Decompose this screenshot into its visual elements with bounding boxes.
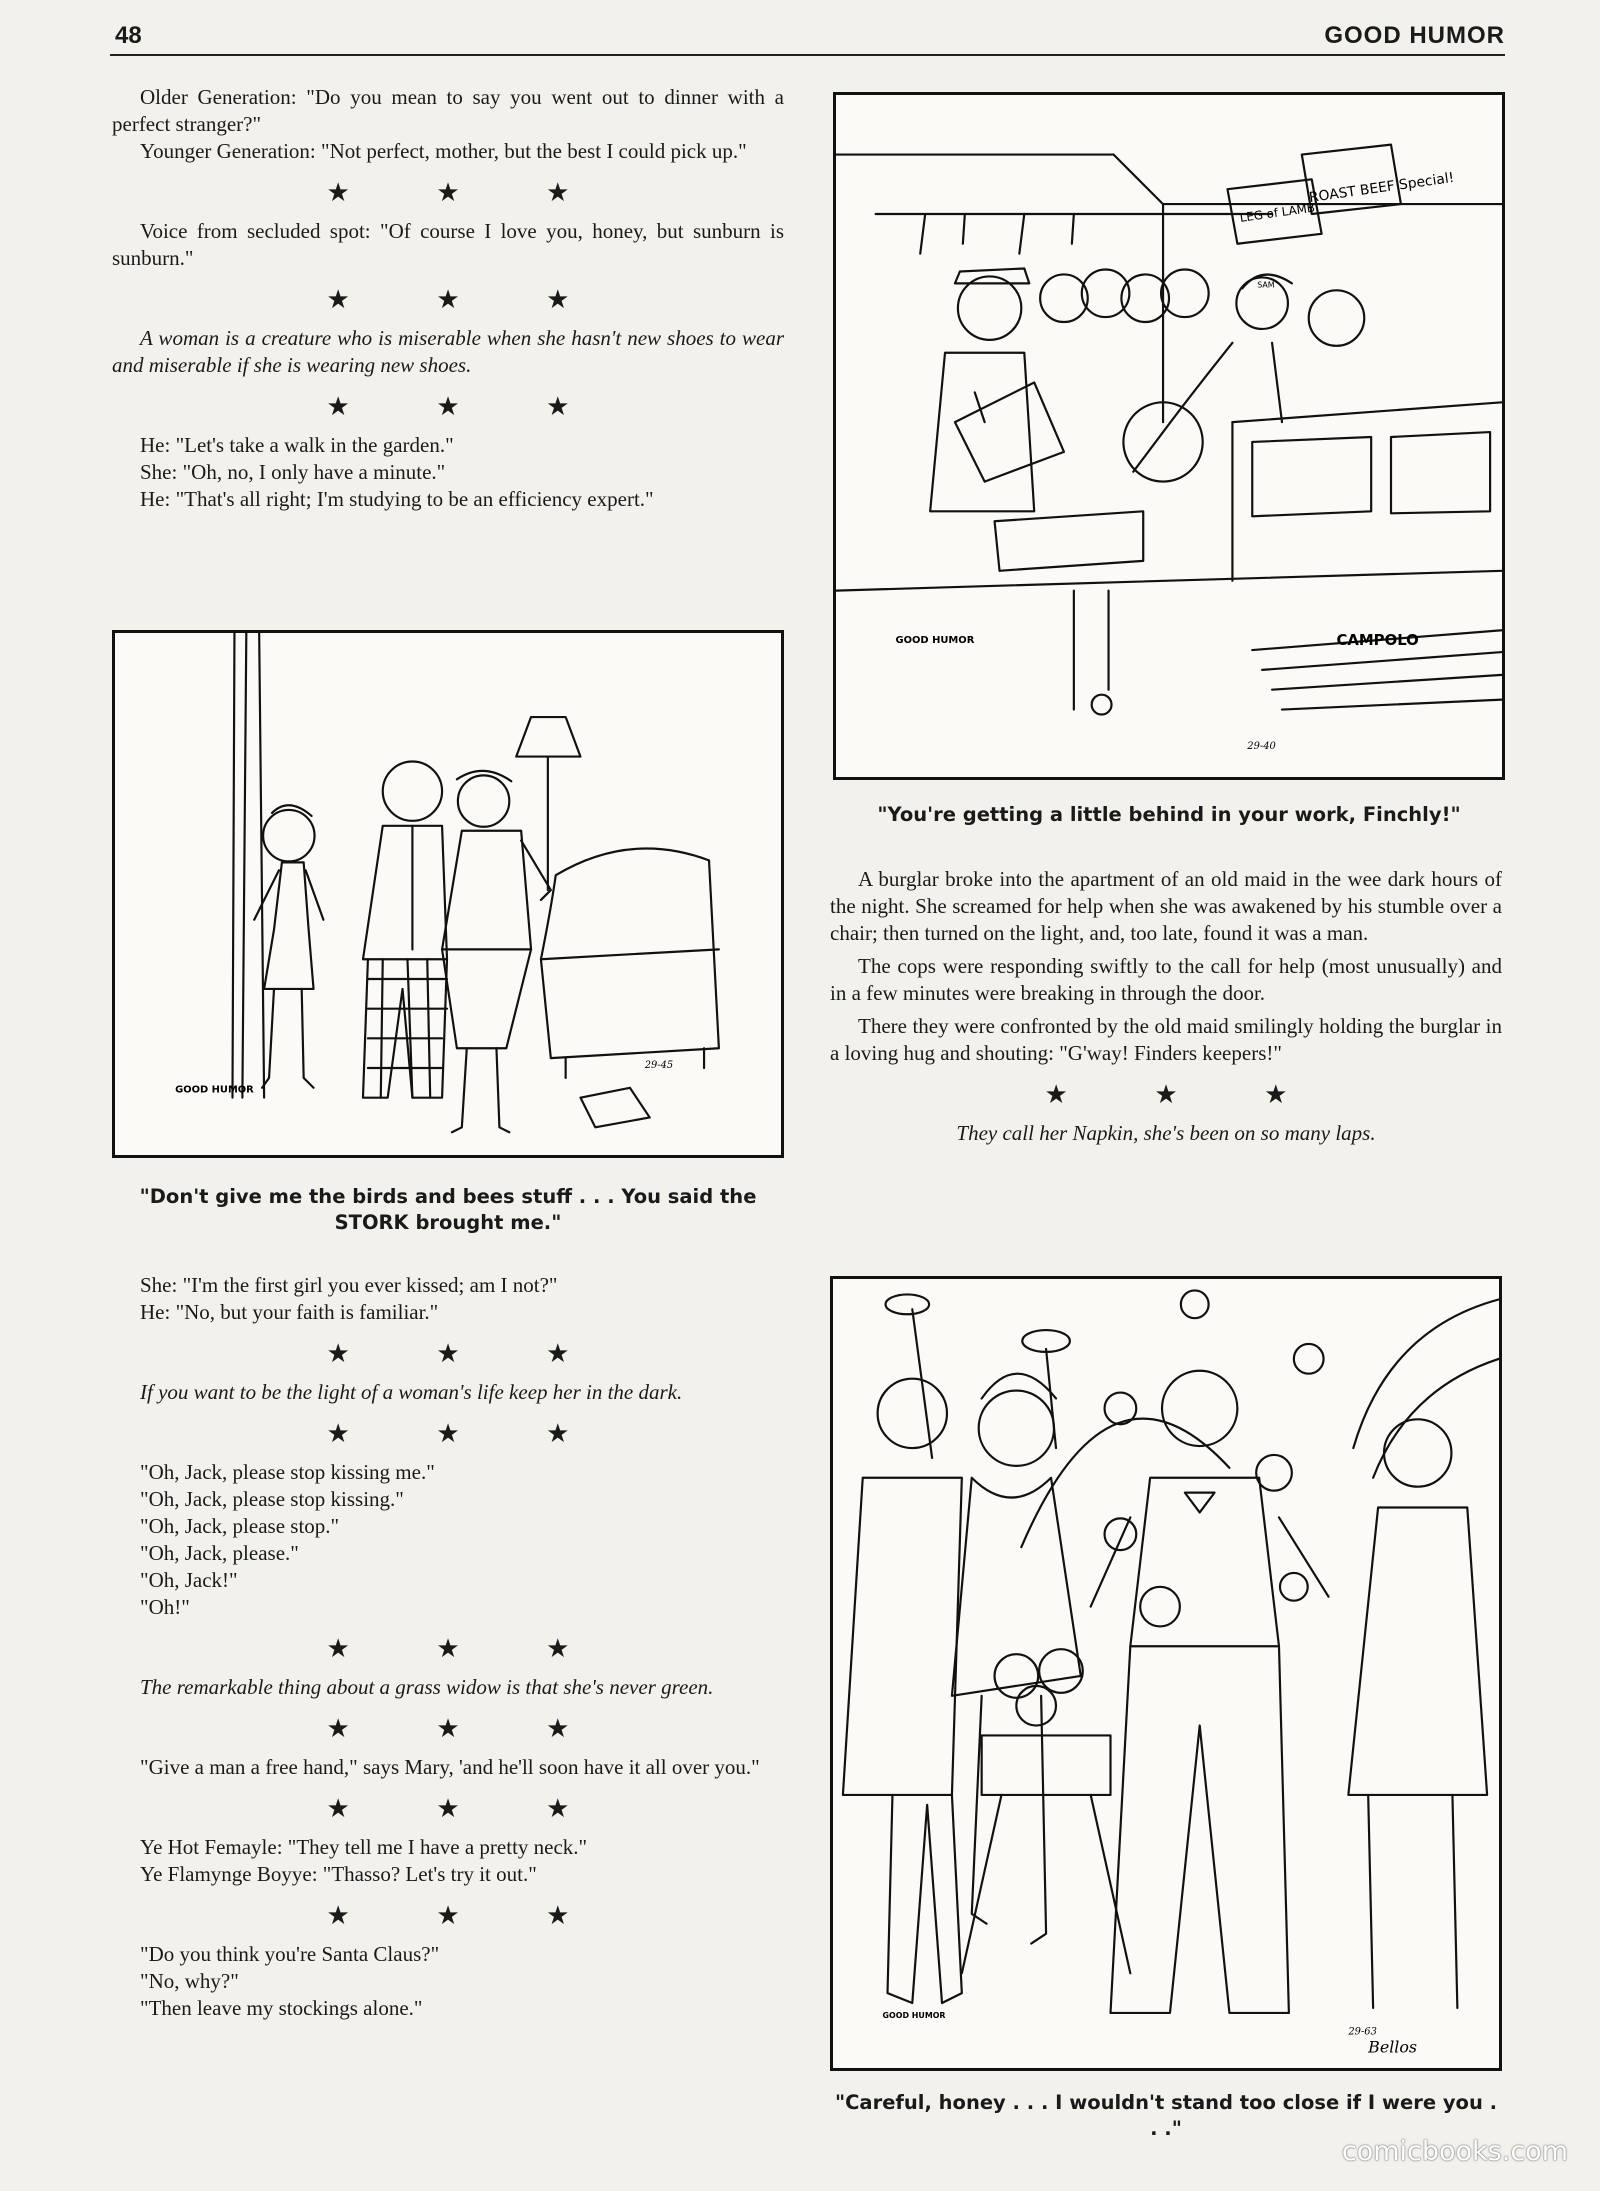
cartoon-stork-panel	[112, 630, 784, 1158]
panel-code: 29-40	[1247, 741, 1276, 753]
joke-line: "Oh, Jack, please stop kissing."	[140, 1487, 404, 1511]
cartoon-juggler-panel	[830, 1276, 1502, 2071]
cartoon-stork-illustration	[115, 633, 781, 1155]
joke-line: "Oh, Jack!"	[140, 1568, 238, 1592]
panel-code: 29-45	[644, 1060, 674, 1071]
left-bottom-jokes	[112, 1272, 784, 2022]
joke-line: The cops were responding swiftly to the call for help (most unusually) and in a few minutes were breaking in through the door.	[830, 954, 1502, 1005]
roast-beef-sign: ROAST BEEF Special!	[1308, 169, 1456, 207]
joke-line: He: "Let's take a walk in the garden."	[140, 433, 454, 457]
panel-credit: GOOD HUMOR	[175, 1084, 254, 1096]
joke-line: He: "No, but your faith is familiar."	[140, 1300, 439, 1324]
joke-line: "Oh!"	[140, 1595, 190, 1619]
joke-line: Ye Hot Femayle: "They tell me I have a pretty neck."	[140, 1835, 588, 1859]
joke-line: A woman is a creature who is miserable when she hasn't new shoes to wear and miserable if she is wearing new shoes.	[112, 326, 784, 377]
joke-line: There they were confronted by the old maid smilingly holding the burglar in a loving hug and shouting: "G'way! Finders keepers!"	[830, 1014, 1502, 1065]
joke-line: He: "That's all right; I'm studying to be an efficiency expert."	[140, 487, 654, 511]
joke-line: Younger Generation: "Not perfect, mother, but the best I could pick up."	[140, 139, 747, 163]
cartoon-butcher-illustration	[836, 95, 1502, 777]
joke-line: Ye Flamynge Boyye: "Thasso? Let's try it out."	[140, 1862, 537, 1886]
cartoon-stork-caption: "Don't give me the birds and bees stuff . . . You said the STORK brought me."	[139, 1185, 757, 1234]
site-watermark: comicbooks.com	[1341, 2136, 1568, 2167]
cartoon-juggler-caption: "Careful, honey . . . I wouldn't stand too close if I were you . . ."	[834, 2091, 1498, 2140]
joke-line: She: "I'm the first girl you ever kissed; am I not?"	[140, 1273, 558, 1297]
joke-line: "Oh, Jack, please stop kissing me."	[140, 1460, 435, 1484]
joke-line: "Oh, Jack, please stop."	[140, 1514, 340, 1538]
right-jokes	[830, 866, 1502, 1147]
joke-line: If you want to be the light of a woman's life keep her in the dark.	[140, 1380, 683, 1404]
panel-credit: GOOD HUMOR	[882, 2010, 946, 2020]
joke-line: They call her Napkin, she's been on so many laps.	[956, 1121, 1376, 1145]
joke-line: She: "Oh, no, I only have a minute."	[140, 460, 446, 484]
star-divider: ★ ★ ★	[326, 1634, 610, 1663]
joke-line: "Do you think you're Santa Claus?"	[140, 1942, 440, 1966]
cartoon-juggler-illustration	[833, 1279, 1499, 2068]
star-divider: ★ ★ ★	[326, 1419, 610, 1448]
star-divider: ★ ★ ★	[326, 178, 610, 207]
panel-credit: GOOD HUMOR	[895, 635, 975, 647]
page-number: 48	[115, 22, 142, 49]
joke-line: A burglar broke into the apartment of an old maid in the wee dark hours of the night. She screamed for help when she was awakened by his stumble over a chair; then turned on the light, and, too late, found it was a man.	[830, 867, 1502, 945]
cap-label: SAM	[1257, 280, 1275, 290]
header-rule	[110, 54, 1505, 56]
joke-line: "Oh, Jack, please."	[140, 1541, 299, 1565]
star-divider: ★ ★ ★	[326, 392, 610, 421]
joke-line: "Give a man a free hand," says Mary, 'and he'll soon have it all over you."	[140, 1755, 760, 1779]
panel-code: 29-63	[1348, 2026, 1377, 2038]
artist-signature: Bellos	[1368, 2037, 1418, 2057]
star-divider: ★ ★ ★	[326, 285, 610, 314]
star-divider: ★ ★ ★	[1044, 1080, 1328, 1109]
joke-line: "No, why?"	[140, 1969, 239, 1993]
cartoon-butcher-panel	[833, 92, 1505, 780]
leg-of-lamb-sign: LEG of LAMB	[1238, 200, 1316, 225]
star-divider: ★ ★ ★	[326, 1901, 610, 1930]
star-divider: ★ ★ ★	[326, 1714, 610, 1743]
joke-line: The remarkable thing about a grass widow is that she's never green.	[140, 1675, 714, 1699]
joke-line: "Then leave my stockings alone."	[140, 1996, 423, 2020]
star-divider: ★ ★ ★	[326, 1794, 610, 1823]
joke-line: Voice from secluded spot: "Of course I love you, honey, but sunburn is sunburn."	[112, 219, 784, 270]
left-top-jokes	[112, 84, 784, 513]
cartoon-butcher-caption: "You're getting a little behind in your work, Finchly!"	[877, 803, 1461, 826]
star-divider: ★ ★ ★	[326, 1339, 610, 1368]
joke-line: Older Generation: "Do you mean to say you went out to dinner with a perfect stranger?"	[112, 85, 784, 136]
magazine-title: GOOD HUMOR	[1324, 22, 1505, 49]
artist-signature: CAMPOLO	[1336, 631, 1419, 650]
